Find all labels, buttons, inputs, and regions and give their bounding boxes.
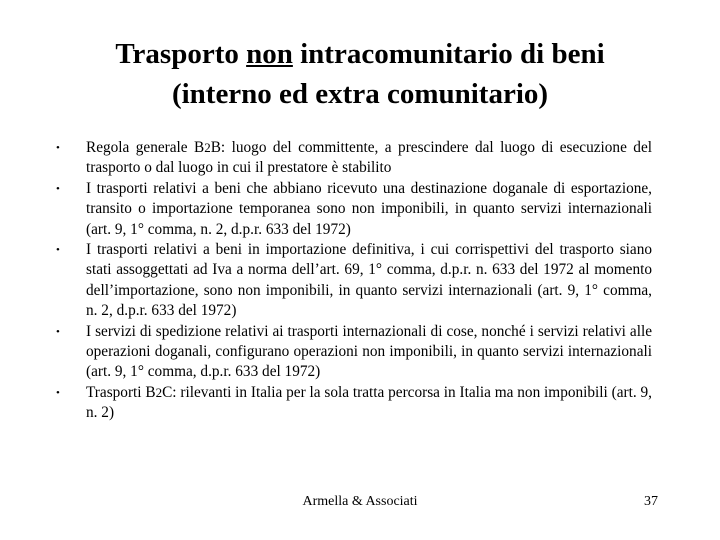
bullet-item-1 — [56, 138, 652, 179]
bullet-text-small-digit: 2 — [204, 140, 211, 155]
bullet-text: B: luogo del committente, a prescindere dal luogo di esecuzione del trasporto o dal luogo in cui il prestatore è stabilito — [86, 139, 652, 177]
bullet-text: I trasporti relativi a beni in importazione definitiva, i cui corrispettivi del trasporto siano stati assoggettati ad Iva a norma dell’art. 69, 1° comma, d.p.r. n. 633 del 1972 al momento dell’importazione, sono non imponibili, in quanto servizi internazionali (art. 9, 1° comma, n. 2, d.p.r. 633 del 1972) — [86, 241, 652, 320]
bullet-item-2 — [56, 179, 652, 240]
bullet-text-small-digit: 2 — [155, 384, 163, 400]
bullet-item-3 — [56, 240, 652, 322]
slide-title — [40, 34, 680, 114]
title-text-end: intracomunitario di beni — [292, 38, 605, 70]
bullet-icon: • — [56, 182, 60, 195]
bullet-text: I servizi di spedizione relativi ai trasporti internazionali di cose, nonché i servizi relativi alle operazioni doganali, configurano operazioni non imponibili, in quanto servizi internazionali (art. 9, 1° comma, d.p.r. 633 del 1972) — [86, 322, 652, 381]
page-number: 37 — [644, 494, 658, 509]
footer-company: Armella & Associati — [302, 494, 418, 509]
bullet-icon: • — [56, 142, 60, 154]
bullet-item-5 — [56, 383, 652, 424]
bullet-text: Regola generale B — [86, 139, 205, 156]
title-underlined-word: non — [246, 38, 293, 70]
bullet-list — [56, 138, 652, 424]
bullet-icon: • — [56, 325, 60, 338]
bullet-text: I trasporti relativi a beni che abbiano ricevuto una destinazione doganale di esportazione, transito o importazione temporanea sono non imponibili, in quanto servizi internazionali (art. 9, 1° comma, n. 2, d.p.r. 633 del 1972) — [86, 179, 652, 238]
bullet-icon: • — [56, 386, 60, 399]
title-line-1 — [40, 34, 680, 74]
bullet-icon: • — [56, 244, 60, 257]
bullet-text: Trasporti B — [86, 383, 156, 401]
bullet-item-4 — [56, 322, 652, 383]
bullet-text: C: rilevanti in Italia per la sola tratta percorsa in Italia ma non imponibili (art. 9, n. 2) — [86, 383, 652, 422]
title-line-2: (interno ed extra comunitario) — [171, 78, 549, 110]
title-text-start: Trasporto — [115, 38, 247, 70]
